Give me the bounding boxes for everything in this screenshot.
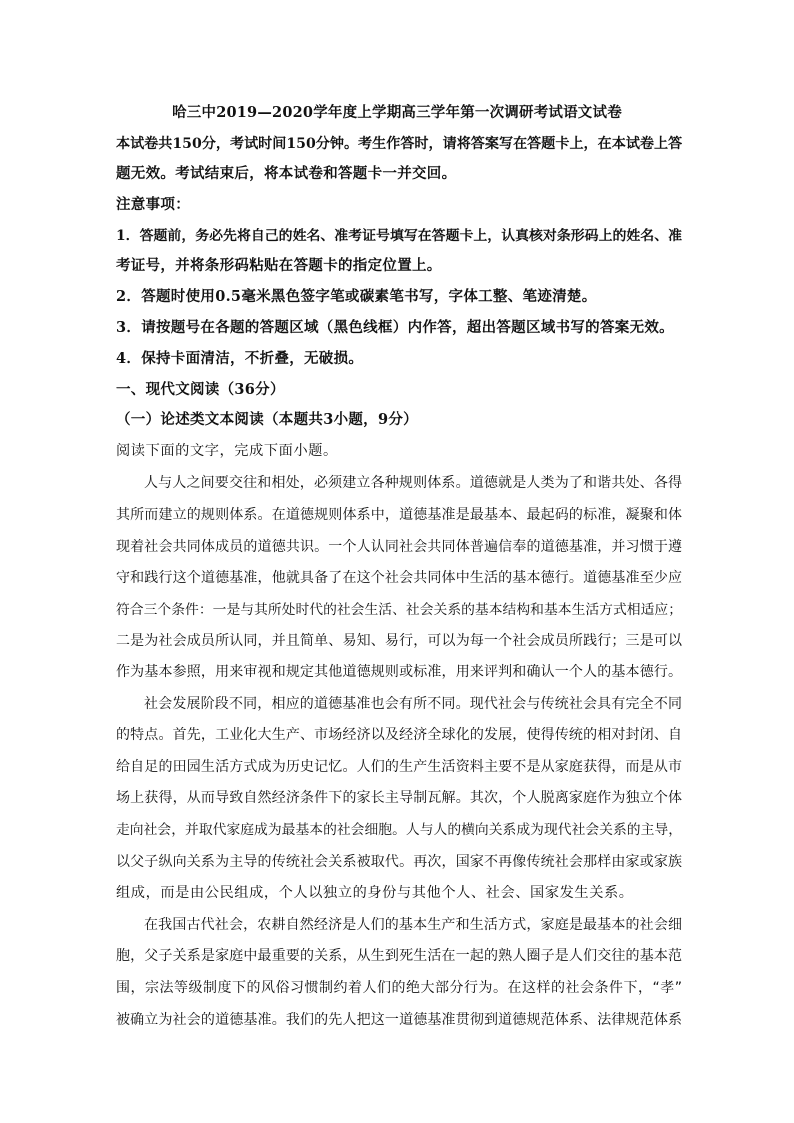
paragraph-2-line-4: 场上获得，从而导致自然经济条件下的家长主导制瓦解。其次，个人脱离家庭作为独立个体 — [116, 790, 682, 806]
paragraph-3-line-2: 胞，父子关系是家庭中最重要的关系，从生到死生活在一起的熟人圈子是人们交往的基本范 — [116, 948, 682, 964]
instruction-line-2: 题无效。考试结束后，将本试卷和答题卡一并交回。 — [116, 165, 457, 182]
paragraph-1-line-5: 符合三个条件：一是与其所处时代的社会生活、社会关系的基本结构和基本生活方式相适应； — [116, 602, 682, 618]
paragraph-1-line-7: 作为基本参照，用来审视和规定其他道德规则或标准，用来评判和确认一个人的基本德行。 — [116, 664, 682, 680]
paragraph-2-line-6: 以父子纵向关系为主导的传统社会关系被取代。再次，国家不再像传统社会那样由家或家族 — [116, 854, 682, 870]
section-heading: 一、现代文阅读（36分） — [116, 381, 285, 398]
paragraph-1-line-3: 现着社会共同体成员的道德共识。一个人认同社会共同体普遍信奉的道德基准，并习惯于遵 — [116, 539, 682, 555]
paragraph-3-line-4: 被确立为社会的道德基准。我们的先人把这一道德基准贯彻到道德规范体系、法律规范体系 — [116, 1012, 682, 1028]
paragraph-2-line-3: 给自足的田园生活方式成为历史记忆。人们的生产生活资料主要不是从家庭获得，而是从市 — [116, 759, 682, 775]
notice-item-2: 2．答题时使用0.5毫米黑色签字笔或碳素笔书写，字体工整、笔迹清楚。 — [116, 288, 597, 305]
paragraph-1-line-1: 人与人之间要交往和相处，必须建立各种规则体系。道德就是人类为了和谐共处、各得 — [144, 475, 682, 491]
notice-heading: 注意事项： — [116, 196, 190, 213]
subsection-heading: （一）论述类文本阅读（本题共3小题，9分） — [116, 411, 418, 428]
notice-item-3: 3．请按题号在各题的答题区域（黑色线框）内作答，超出答题区域书写的答案无效。 — [116, 319, 674, 336]
paragraph-3-line-3: 围，宗法等级制度下的风俗习惯制约着人们的绝大部分行为。在这样的社会条件下，“孝” — [116, 980, 682, 996]
instruction-line-1: 本试卷共150分，考试时间150分钟。考生作答时，请将答案写在答题卡上，在本试卷上答 — [116, 136, 682, 152]
paragraph-3-line-1: 在我国古代社会，农耕自然经济是人们的基本生产和生活方式，家庭是最基本的社会细 — [144, 917, 682, 933]
faint-watermark — [620, 735, 710, 759]
paragraph-1-line-4: 守和践行这个道德基准，他就具备了在这个社会共同体中生活的基本德行。道德基准至少应 — [116, 570, 682, 586]
notice-item-4: 4．保持卡面清洁，不折叠，无破损。 — [116, 350, 364, 367]
paragraph-1-line-2: 其所而建立的规则体系。在道德规则体系中，道德基准是最基本、最起码的标准，凝聚和体 — [116, 507, 682, 523]
paragraph-2-line-7: 组成，而是由公民组成，个人以独立的身份与其他个人、社会、国家发生关系。 — [116, 885, 634, 901]
paragraph-2-line-2: 的特点。首先，工业化大生产、市场经济以及经济全球化的发展，使得传统的相对封闭、自 — [116, 727, 682, 743]
paragraph-2-line-5: 走向社会，并取代家庭成为最基本的社会细胞。人与人的横向关系成为现代社会关系的主导， — [116, 822, 682, 838]
notice-item-1-line-2: 考证号，并将条形码粘贴在答题卡的指定位置上。 — [116, 257, 442, 274]
exam-title: 哈三中2019—2020学年度上学期高三学年第一次调研考试语文试卷 — [172, 104, 622, 121]
reading-instruction: 阅读下面的文字，完成下面小题。 — [116, 443, 338, 459]
paragraph-2-line-1: 社会发展阶段不同，相应的道德基准也会有所不同。现代社会与传统社会具有完全不同 — [144, 696, 682, 712]
notice-item-1-line-1: 1．答题前，务必先将自己的姓名、准考证号填写在答题卡上，认真核对条形码上的姓名、准 — [116, 228, 682, 244]
paragraph-1-line-6: 二是为社会成员所认同，并且简单、易知、易行，可以为每一个社会成员所践行；三是可以 — [116, 633, 682, 649]
